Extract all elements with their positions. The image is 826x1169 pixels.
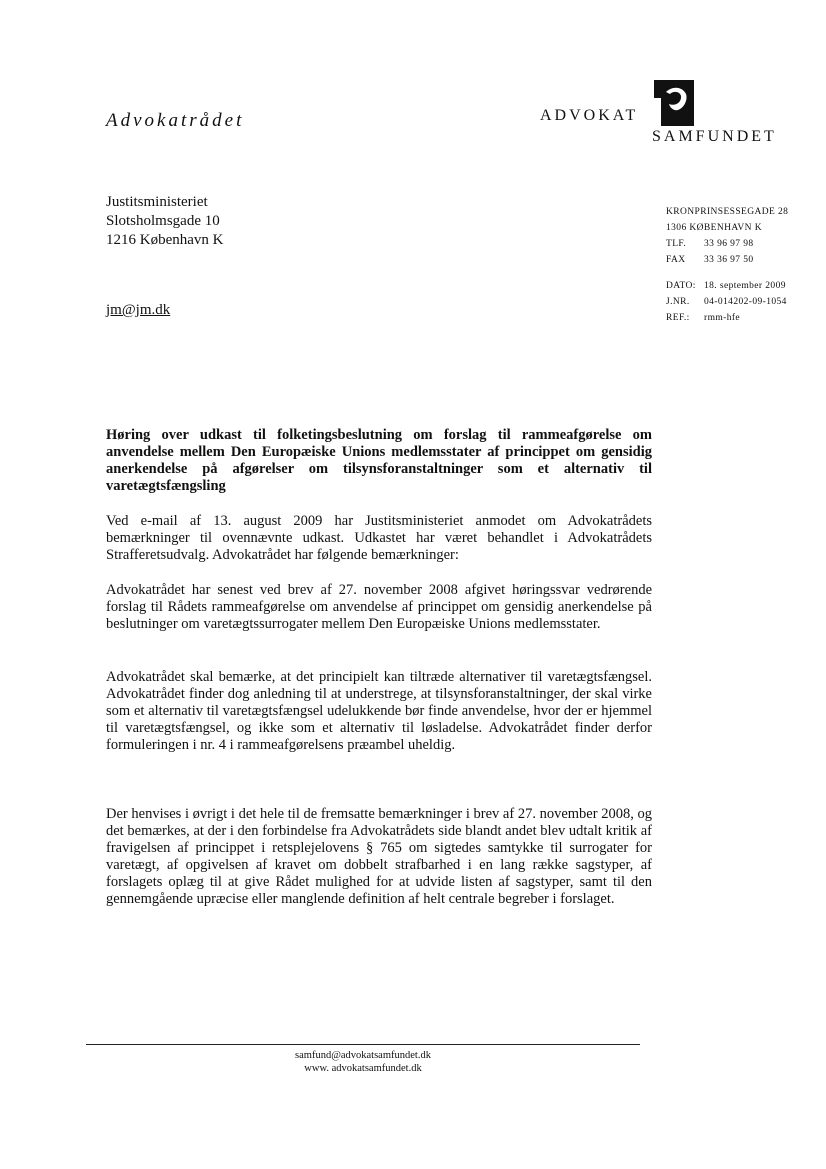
body-paragraph: Advokatrådet skal bemærke, at det principielt kan tiltræde alternativer til varetægtsfængsel. Advokatrådet finder dog anledning til at understrege, at tilsynsforanstaltninger, der skal virke som et alternativ til varetægtsfængsel udelukkende bør finde anvendelse, hvor der er hjemmel til varetægtsfængsel, og ikke som et alternativ til løsladelse. Advokatrådet finder derfor formuleringen i nr. 4 i rammeafgørelsens præambel uheldig.: [106, 669, 652, 753]
body-paragraph: Ved e-mail af 13. august 2009 har Justitsministeriet anmodet om Advokatrådets bemærkninger til ovennævnte udkast. Udkastet har været behandlet i Advokatrådets Strafferetsudvalg. Advokatrådet har følgende bemærkninger:: [106, 513, 652, 563]
fax-label: FAX: [666, 255, 686, 265]
recipient-line: 1216 København K: [106, 232, 224, 248]
footer-divider: [86, 1044, 640, 1045]
advokatsamfundet-emblem-icon: [652, 78, 696, 128]
logo-text-top: ADVOKAT: [540, 107, 639, 124]
footer-website: www. advokatsamfundet.dk: [304, 1063, 422, 1074]
sender-contact-block: [666, 204, 788, 326]
footer-email: samfund@advokatsamfundet.dk: [295, 1050, 431, 1061]
recipient-address: [106, 193, 223, 250]
footer: [86, 1049, 640, 1075]
letter-subject: Høring over udkast til folketingsbeslutning om forslag til rammeafgørelse om anvendelse mellem Den Europæiske Unions medlemsstater af princippet om gensidig anerkendelse på afgørelser om tilsynsforanstaltninger som et alternativ til varetægtsfængsling: [106, 427, 652, 494]
fax-value: 33 36 97 50: [704, 255, 754, 265]
reference-value: rmm-hfe: [704, 313, 741, 323]
contact-address-street: KRONPRINSESSEGADE 28: [666, 207, 789, 217]
sender-name: Advokatrådet: [106, 110, 245, 131]
contact-phone-row: [666, 236, 788, 252]
recipient-line: Slotsholmsgade 10: [106, 213, 220, 229]
recipient-email-link[interactable]: jm@jm.dk: [106, 302, 171, 318]
reference-label: REF.:: [666, 313, 690, 323]
contact-address-city: 1306 KØBENHAVN K: [666, 223, 762, 233]
date-value: 18. september 2009: [704, 281, 786, 291]
date-row: [666, 278, 788, 294]
recipient-line: Justitsministeriet: [106, 194, 208, 210]
logo-text-bottom: SAMFUNDET: [652, 128, 777, 145]
date-label: DATO:: [666, 281, 696, 291]
contact-fax-row: [666, 252, 788, 268]
body-paragraph: Advokatrådet har senest ved brev af 27. november 2008 afgivet høringssvar vedrørende forslag til Rådets rammeafgørelse om anvendelse af princippet om gensidig anerkendelse på beslutninger om varetægtssurrogater mellem Den Europæiske Unions medlemsstater.: [106, 582, 652, 632]
journal-number-label: J.NR.: [666, 297, 690, 307]
body-paragraph: Der henvises i øvrigt i det hele til de fremsatte bemærkninger i brev af 27. november 2008, og det bemærkes, at der i den forbindelse fra Advokatrådets side blandt andet blev udtalt kritik af fravigelsen af princippet i retsplejelovens § 765 om sigtedes samtykke til surrogater for varetægt, af opgivelsen af kravet om dobbelt strafbarhed i en lang række sagstyper, af forslagets oplæg til at give Rådet mulighed for at udvide listen af sagstyper, samt til den gennemgående upræcise eller manglende definition af helt centrale begreber i forslaget.: [106, 806, 652, 907]
reference-row: [666, 310, 788, 326]
journal-number-row: [666, 294, 788, 310]
journal-number-value: 04-014202-09-1054: [704, 297, 787, 307]
phone-label: TLF.: [666, 239, 687, 249]
phone-value: 33 96 97 98: [704, 239, 754, 249]
